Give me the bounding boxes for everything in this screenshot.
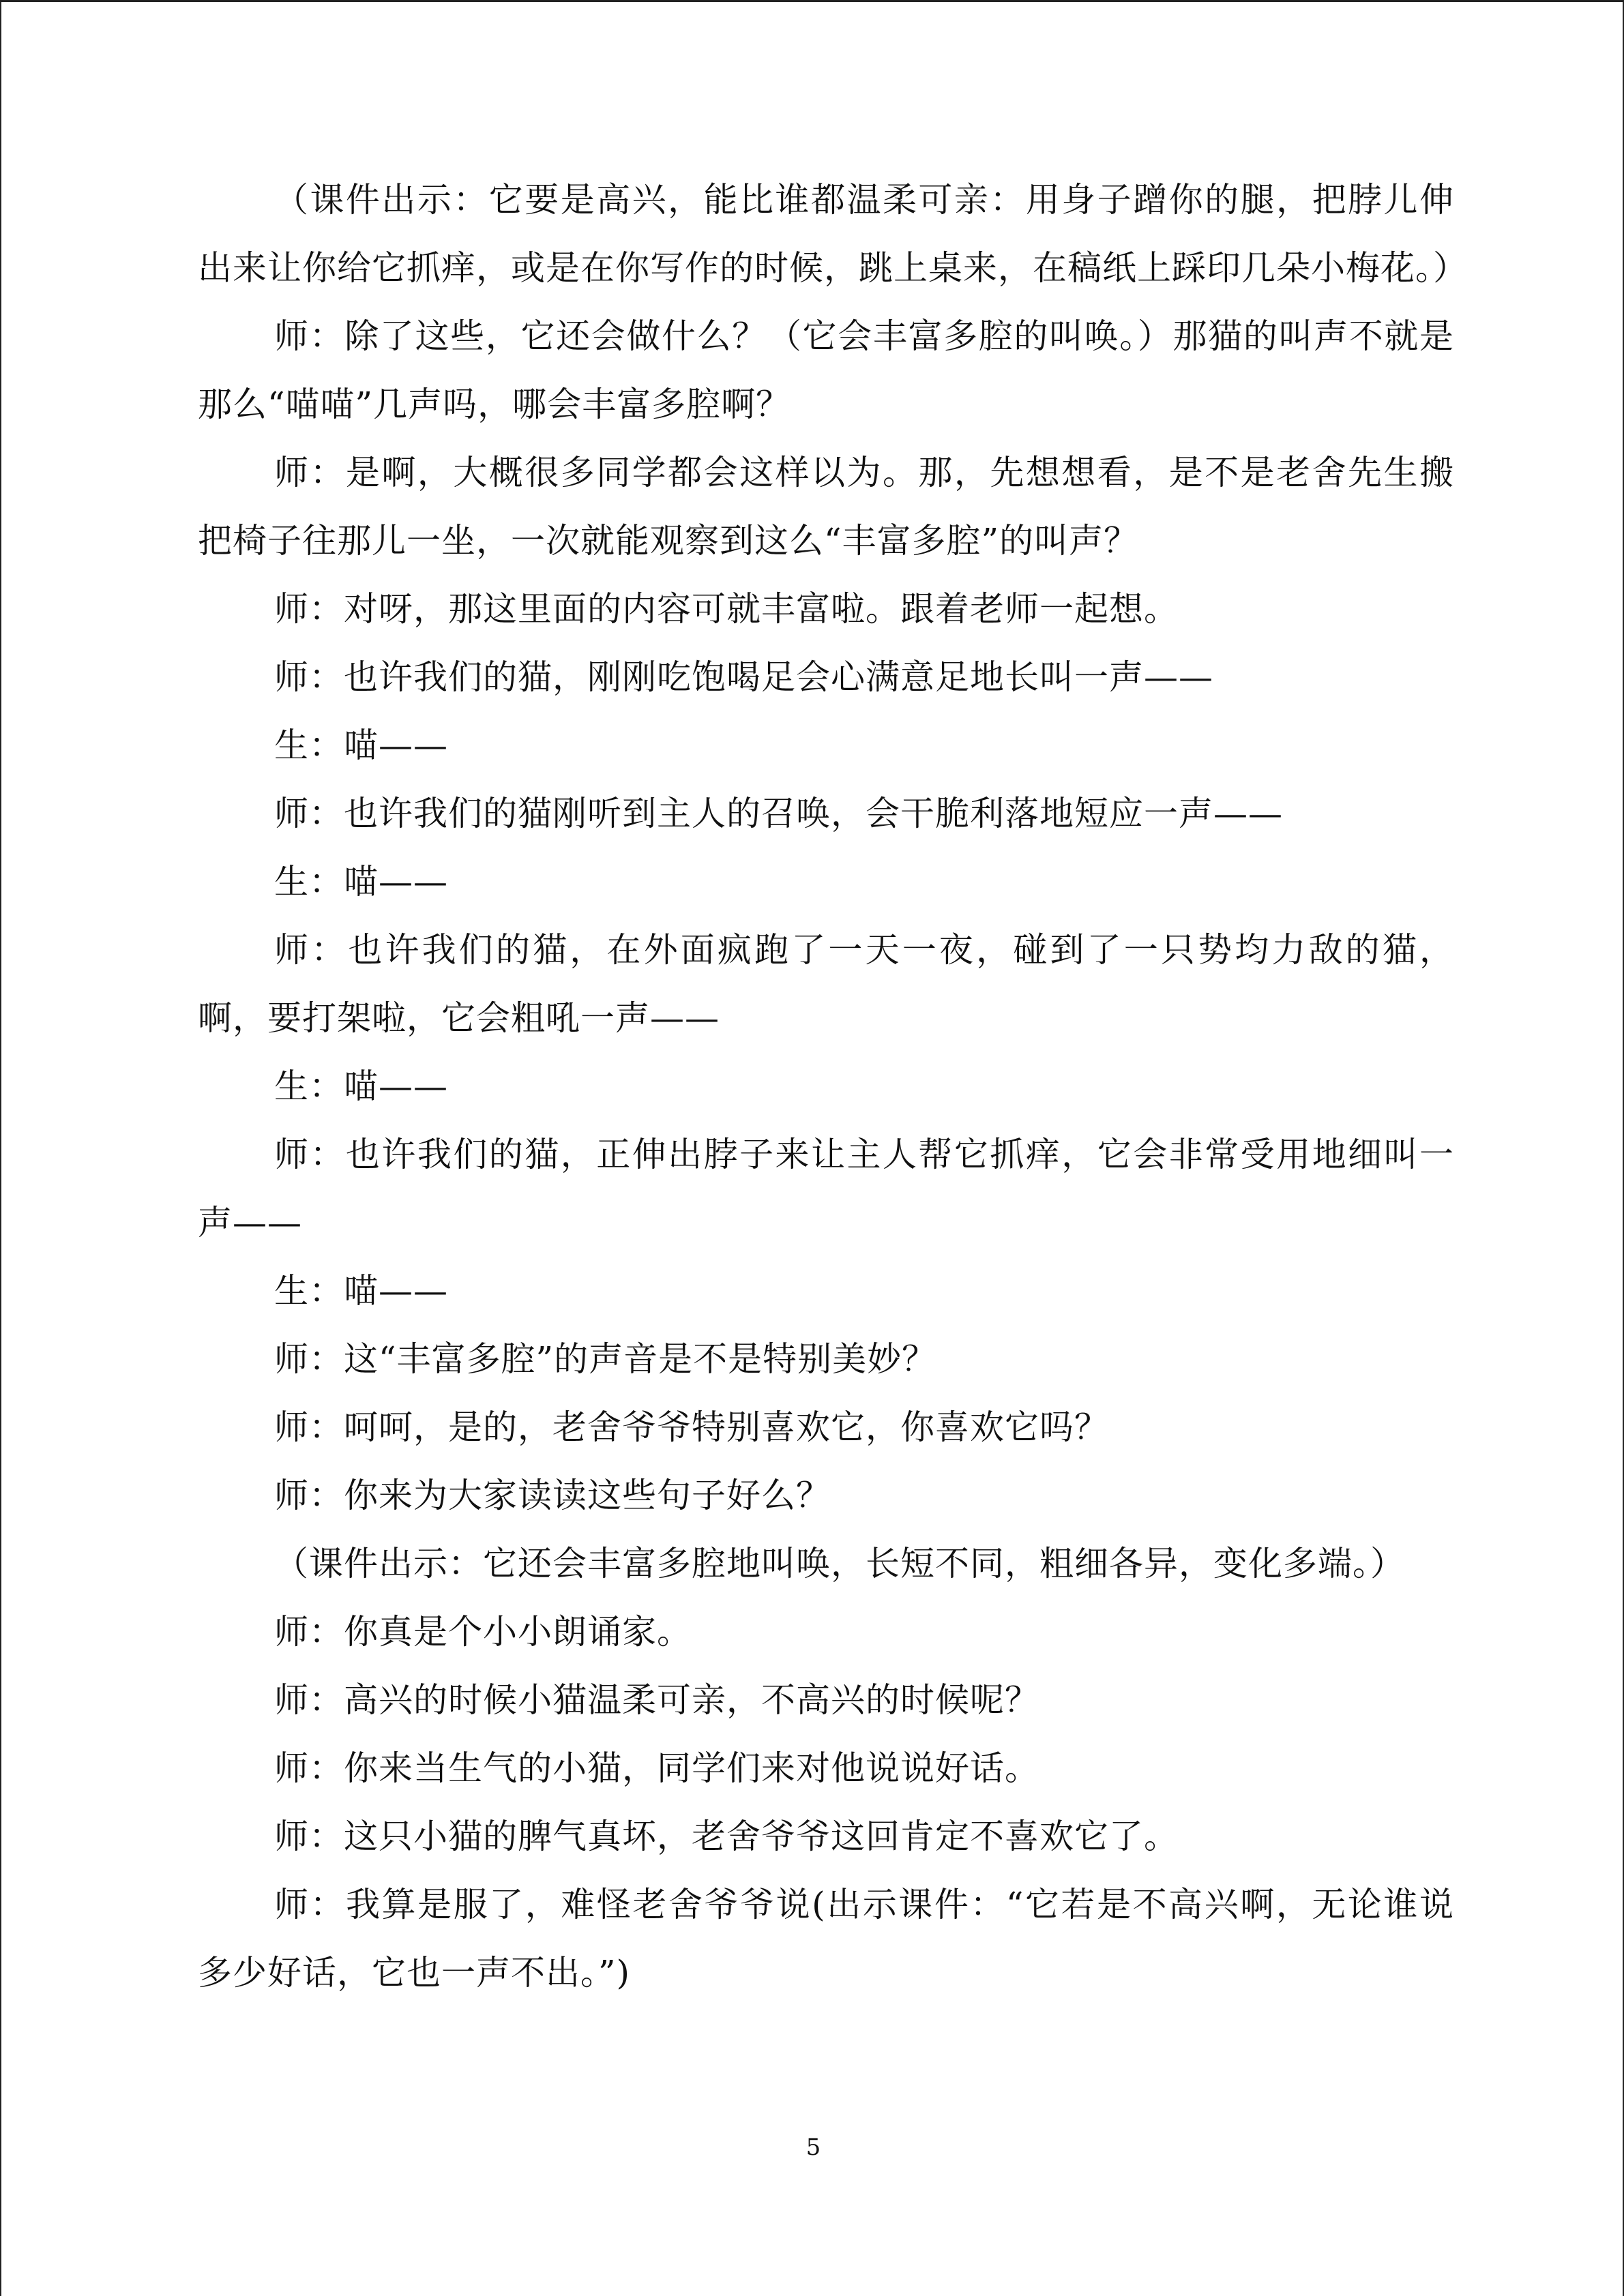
paragraph-teacher-5: 师：也许我们的猫刚听到主人的召唤，会干脆利落地短应一声—— <box>274 794 1283 833</box>
paragraph-teacher-11: 师：你真是个小小朗诵家。 <box>274 1612 692 1652</box>
page-number: 5 <box>806 2134 821 2161</box>
paragraph-courseware-1: （课件出示：它要是高兴，能比谁都温柔可亲：用身子蹭你的腿，把脖儿伸出来让你给它抓痒，或是在你写作的时候，跳上桌来，在稿纸上踩印几朵小梅花。） <box>198 180 1468 288</box>
paragraph-student-3: 生：喵—— <box>274 1067 448 1106</box>
paragraph-teacher-1: 师：除了这些，它还会做什么？（它会丰富多腔的叫唤。）那猫的叫声不就是那么“喵喵”几声吗，哪会丰富多腔啊？ <box>198 316 1454 424</box>
paragraph-student-2: 生：喵—— <box>274 862 448 901</box>
paragraph-teacher-3: 师：对呀，那这里面的内容可就丰富啦。跟着老师一起想。 <box>274 589 1179 629</box>
paragraph-teacher-14: 师：这只小猫的脾气真坏，老舍爷爷这回肯定不喜欢它了。 <box>274 1817 1179 1856</box>
paragraph-student-4: 生：喵—— <box>274 1271 448 1311</box>
paragraph-teacher-4: 师：也许我们的猫，刚刚吃饱喝足会心满意足地长叫一声—— <box>274 657 1213 697</box>
paragraph-teacher-7: 师：也许我们的猫，正伸出脖子来让主人帮它抓痒，它会非常受用地细叫一声—— <box>198 1135 1454 1242</box>
paragraph-teacher-13: 师：你来当生气的小猫，同学们来对他说说好话。 <box>274 1748 1039 1788</box>
paragraph-teacher-10: 师：你来为大家读读这些句子好么？ <box>274 1476 831 1515</box>
document-body <box>198 166 1468 2007</box>
paragraph-teacher-15: 师：我算是服了，难怪老舍爷爷说(出示课件：“它若是不高兴啊，无论谁说多少好话，它也一声不出。”) <box>198 1885 1454 1993</box>
paragraph-teacher-12: 师：高兴的时候小猫温柔可亲，不高兴的时候呢？ <box>274 1680 1039 1720</box>
paragraph-student-1: 生：喵—— <box>274 726 448 765</box>
paragraph-teacher-9: 师：呵呵，是的，老舍爷爷特别喜欢它，你喜欢它吗？ <box>274 1407 1109 1447</box>
paragraph-teacher-8: 师：这“丰富多腔”的声音是不是特别美妙？ <box>274 1339 937 1379</box>
paragraph-teacher-2: 师：是啊，大概很多同学都会这样以为。那，先想想看，是不是老舍先生搬把椅子往那儿一坐，一次就能观察到这么“丰富多腔”的叫声？ <box>198 453 1454 561</box>
paragraph-teacher-6: 师：也许我们的猫，在外面疯跑了一天一夜，碰到了一只势均力敌的猫，啊，要打架啦，它会粗吼一声—— <box>198 930 1454 1038</box>
paragraph-courseware-2: （课件出示：它还会丰富多腔地叫唤，长短不同，粗细各异，变化多端。） <box>274 1544 1405 1583</box>
